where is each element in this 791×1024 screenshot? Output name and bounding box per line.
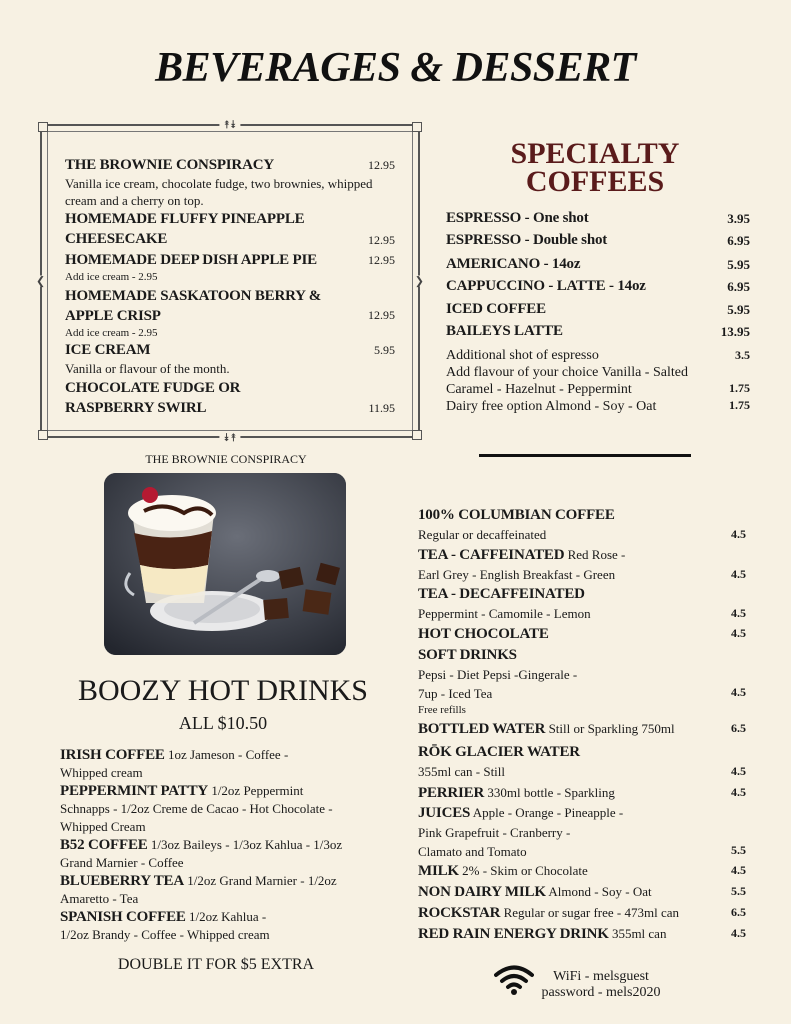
drink-desc: Peppermint - Camomile - Lemon	[418, 606, 591, 621]
extra-shot-text: Additional shot of espresso	[446, 348, 599, 363]
dessert-name: THE BROWNIE CONSPIRACY	[65, 157, 274, 173]
coffee-price: 5.95	[727, 257, 750, 272]
boozy-title: BOOZY HOT DRINKS	[77, 674, 368, 707]
dessert-desc: Vanilla or flavour of the month.	[65, 361, 230, 376]
drink-desc: 2% - Skim or Chocolate	[462, 863, 588, 878]
drink-price: 6.5	[731, 721, 746, 735]
coffee-price: 5.95	[727, 302, 750, 317]
drink-name: SOFT DRINKS	[418, 647, 517, 663]
dessert-name: CHOCOLATE FUDGE OR	[65, 380, 241, 396]
photo-caption: THE BROWNIE CONSPIRACY	[145, 452, 307, 466]
coffee-item	[446, 208, 750, 228]
drink-item	[418, 584, 746, 623]
dessert-item	[65, 209, 395, 249]
frame-ornament-left: ❮	[36, 274, 46, 288]
drink-item	[418, 545, 746, 584]
dessert-name: HOMEMADE SASKATOON BERRY &	[65, 288, 322, 304]
drink-note: Free refills	[418, 704, 466, 716]
drink-item	[418, 645, 746, 718]
coffee-name: CAPPUCCINO - LATTE - 14oz	[446, 278, 646, 294]
coffee-item	[446, 276, 750, 296]
boozy-desc: 1oz Jameson - Coffee -	[167, 747, 289, 762]
coffee-name: AMERICANO - 14oz	[446, 256, 581, 272]
drink-name: JUICES	[418, 805, 471, 821]
drink-price: 4.5	[731, 863, 746, 877]
wifi-info	[526, 969, 676, 1001]
drink-price: 5.5	[731, 884, 746, 898]
wifi-password: password - mels2020	[541, 985, 661, 1000]
dessert-desc: Vanilla ice cream, chocolate fudge, two brownies, whipped cream and a cherry on top.	[65, 176, 373, 208]
dairy-free-text: Dairy free option Almond - Soy - Oat	[446, 399, 657, 414]
coffee-item	[446, 299, 750, 319]
boozy-item	[60, 836, 380, 872]
boozy-desc-line3: Whipped Cream	[60, 819, 146, 834]
drink-price: 4.5	[731, 785, 746, 799]
dessert-item	[65, 250, 395, 284]
extra-shot-price: 3.5	[735, 348, 750, 362]
dessert-item	[65, 340, 395, 377]
boozy-desc: 1/2oz Peppermint	[211, 783, 304, 798]
dessert-price: 12.95	[368, 253, 395, 267]
drink-name: TEA - DECAFFEINATED	[418, 586, 585, 602]
boozy-name: SPANISH COFFEE	[60, 909, 186, 925]
coffee-price: 6.95	[727, 233, 750, 248]
drink-name: 100% COLUMBIAN COFFEE	[418, 507, 615, 523]
dessert-name-line2: CHEESECAKE	[65, 231, 168, 247]
drink-name: HOT CHOCOLATE	[418, 626, 549, 642]
drink-price: 4.5	[731, 626, 746, 640]
boozy-name: IRISH COFFEE	[60, 747, 165, 763]
dessert-item	[65, 155, 395, 209]
dessert-item	[65, 286, 395, 340]
frame-ornament-right: ❯	[414, 274, 424, 288]
drink-price: 6.5	[731, 905, 746, 919]
flavour-text: Add flavour of your choice Vanilla - Salted	[446, 365, 688, 380]
boozy-name: B52 COFFEE	[60, 837, 148, 853]
drink-name: PERRIER	[418, 785, 485, 801]
page-title: BEVERAGES & DESSERT	[155, 45, 636, 91]
drink-item	[418, 783, 746, 803]
drink-desc-line3: Clamato and Tomato	[418, 844, 527, 859]
boozy-name: BLUEBERRY TEA	[60, 873, 184, 889]
dessert-price: 12.95	[368, 158, 395, 172]
drink-desc: Regular or decaffeinated	[418, 527, 547, 542]
dessert-name: HOMEMADE FLUFFY PINEAPPLE	[65, 211, 305, 227]
coffee-name: BAILEYS LATTE	[446, 323, 563, 339]
frame-corner	[38, 430, 48, 440]
coffee-name: ICED COFFEE	[446, 301, 546, 317]
boozy-subtitle: ALL $10.50	[178, 713, 268, 733]
drink-desc: Apple - Orange - Pineapple -	[472, 805, 624, 820]
drink-desc-line2: Earl Grey - English Breakfast - Green	[418, 567, 616, 582]
boozy-desc-line2: Whipped cream	[60, 765, 143, 780]
frame-corner	[412, 430, 422, 440]
dessert-price: 5.95	[374, 343, 395, 357]
dessert-photo	[104, 473, 346, 655]
drink-desc: Still or Sparkling 750ml	[548, 721, 675, 736]
drink-item	[418, 719, 746, 739]
boozy-desc-line2: Grand Marnier - Coffee	[60, 855, 184, 870]
coffee-name: ESPRESSO - One shot	[446, 210, 589, 226]
drink-item	[418, 742, 746, 781]
drink-item	[418, 505, 746, 544]
boozy-item	[60, 746, 380, 782]
specialty-title-line2: COFFEES	[525, 165, 665, 198]
drink-name: RED RAIN ENERGY DRINK	[418, 926, 609, 942]
drink-desc: 355ml can	[611, 926, 667, 941]
dessert-item	[65, 378, 395, 418]
boozy-item	[60, 908, 380, 944]
coffee-price: 6.95	[727, 279, 750, 294]
drink-price: 4.5	[731, 606, 746, 620]
section-divider	[479, 454, 691, 457]
drink-desc-line2: 7up - Iced Tea	[418, 686, 493, 701]
specialty-coffees-title	[440, 137, 750, 198]
drink-price: 5.5	[731, 843, 746, 857]
drink-item	[418, 882, 746, 902]
brownie-sundae-image	[104, 473, 346, 655]
drink-desc: 355ml can - Still	[418, 764, 506, 779]
drink-name: ROCKSTAR	[418, 905, 501, 921]
drink-price: 4.5	[731, 685, 746, 699]
coffee-item	[446, 254, 750, 274]
flavour-text-line2: Caramel - Hazelnut - Peppermint	[446, 382, 632, 397]
drink-desc: 330ml bottle - Sparkling	[487, 785, 615, 800]
frame-corner	[38, 122, 48, 132]
drink-desc: Regular or sugar free - 473ml can	[503, 905, 679, 920]
coffee-price: 3.95	[727, 211, 750, 226]
drink-price: 4.5	[731, 567, 746, 581]
drink-item	[418, 803, 746, 861]
boozy-desc: 1/2oz Kahlua -	[188, 909, 267, 924]
boozy-desc-line2: Amaretto - Tea	[60, 891, 139, 906]
dessert-price: 11.95	[368, 401, 395, 415]
drink-name: BOTTLED WATER	[418, 721, 546, 737]
boozy-desc-line2: Schnapps - 1/2oz Creme de Cacao - Hot Chocolate -	[60, 801, 333, 816]
drink-desc: Pepsi - Diet Pepsi -Gingerale -	[418, 667, 578, 682]
dairy-free-price: 1.75	[729, 398, 750, 412]
wifi-network: WiFi - melsguest	[553, 969, 649, 984]
drink-price: 4.5	[731, 527, 746, 541]
dessert-note: Add ice cream - 2.95	[65, 271, 158, 283]
boozy-desc-line2: 1/2oz Brandy - Coffee - Whipped cream	[60, 927, 270, 942]
frame-ornament-bottom: ⯯⯭	[219, 432, 240, 443]
double-it-note: DOUBLE IT FOR $5 EXTRA	[117, 956, 315, 973]
specialty-title-line1: SPECIALTY	[510, 137, 680, 170]
drink-item	[418, 924, 746, 944]
coffee-price: 13.95	[720, 324, 750, 339]
coffee-item	[446, 321, 750, 341]
drink-desc-line2: Pink Grapefruit - Cranberry -	[418, 825, 571, 840]
boozy-desc: 1/3oz Baileys - 1/3oz Kahlua - 1/3oz	[150, 837, 343, 852]
drink-item	[418, 624, 746, 644]
frame-corner	[412, 122, 422, 132]
dessert-price: 12.95	[368, 308, 395, 322]
frame-ornament-top: ⯭⯯	[219, 119, 240, 130]
dessert-note: Add ice cream - 2.95	[65, 327, 158, 339]
dessert-price: 12.95	[368, 233, 395, 247]
dessert-name-line2: RASPBERRY SWIRL	[65, 400, 207, 416]
dessert-name: HOMEMADE DEEP DISH APPLE PIE	[65, 252, 317, 268]
boozy-desc: 1/2oz Grand Marnier - 1/2oz	[187, 873, 337, 888]
boozy-item	[60, 782, 380, 836]
coffee-extras	[446, 347, 750, 415]
drink-name: TEA - CAFFEINATED	[418, 547, 565, 563]
drink-item	[418, 903, 746, 923]
drink-price: 4.5	[731, 926, 746, 940]
coffee-name: ESPRESSO - Double shot	[446, 232, 608, 248]
drink-name: MILK	[418, 863, 459, 879]
boozy-name: PEPPERMINT PATTY	[60, 783, 209, 799]
drink-item	[418, 861, 746, 881]
dessert-name-line2: APPLE CRISP	[65, 308, 161, 324]
flavour-price: 1.75	[729, 381, 750, 395]
coffee-item	[446, 230, 750, 250]
drink-name: NON DAIRY MILK	[418, 884, 546, 900]
drink-price: 4.5	[731, 764, 746, 778]
drink-name: RŌK GLACIER WATER	[418, 744, 580, 760]
drink-desc: Red Rose -	[567, 547, 626, 562]
dessert-name: ICE CREAM	[65, 342, 151, 358]
boozy-item	[60, 872, 380, 908]
drink-desc: Almond - Soy - Oat	[548, 884, 652, 899]
